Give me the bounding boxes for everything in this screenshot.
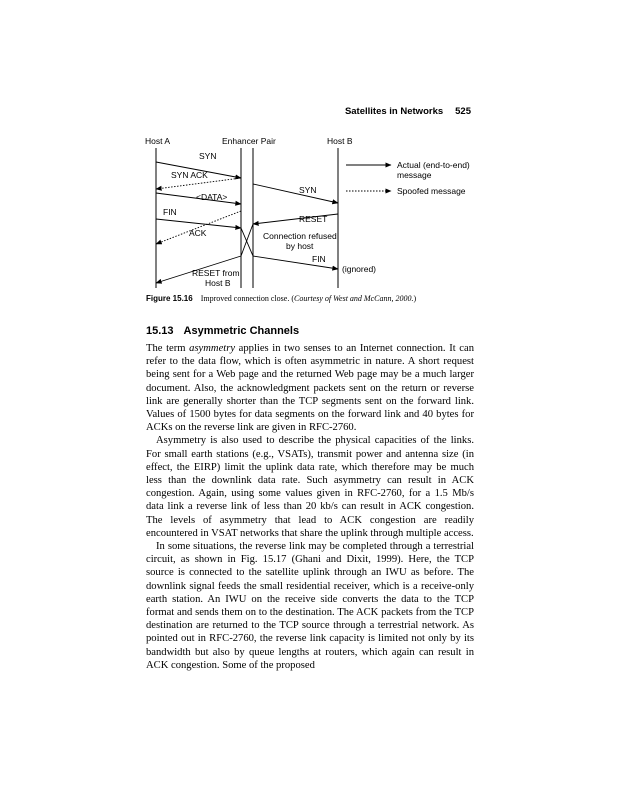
body-text: [146, 342, 474, 672]
paragraph-1-term: asymmetry: [189, 343, 236, 354]
paragraph-1: [146, 342, 474, 434]
page-number: 525: [455, 106, 471, 117]
section-title: Asymmetric Channels: [183, 325, 300, 337]
running-head-title: Satellites in Networks: [344, 106, 444, 117]
msg-ack-label: ACK: [189, 228, 207, 238]
ignored-label: (ignored): [342, 264, 377, 274]
msg-syn-forward-label: SYN: [299, 185, 317, 195]
paragraph-2: Asymmetry is also used to describe the physical capacities of the links. For small earth stations (e.g., VSATs), transmit power and antenna size (in effect, the EIRP) limit the uplink data rate, which therefore may be much less than the downlink data rate. Such asymmetry can result in ACK congestion. Again, using some values given in RFC-2760, for a 1.5 Mb/s data link a reverse link of less than 20 kb/s can result in ACK congestion. The levels of asymmetry that lead to ACK congestion are readily encountered in VSAT networks that share the uplink through multiple access.: [146, 435, 474, 539]
refused-label-line1: Connection refused: [263, 231, 337, 241]
paragraph-1-start: The term: [146, 343, 190, 354]
legend-spoofed-label: Spoofed message: [397, 186, 466, 196]
msg-reset-label: RESET: [299, 214, 328, 224]
paragraph-1-rest: applies in two senses to an Internet connection. It can refer to the data flow, which is often asymmetric in nature. A short request being sent for a Web page and the returned Web page may be a much larger document. Also, the acknowledgment packets sent on the return or reverse link are generally shorter than the TCP segments sent on the forward link. Values of 1500 bytes for data segments on the forward link and 40 bytes for ACKs on the reverse link are given in RFC-2760.: [146, 343, 474, 434]
refused-label-line2: by host: [286, 241, 314, 251]
section-number: 15.13: [146, 325, 174, 337]
msg-syn-ack-label: SYN ACK: [171, 170, 208, 180]
msg-syn-label: SYN: [199, 151, 217, 161]
legend-actual-label-line1: Actual (end-to-end): [397, 160, 470, 170]
column-host-a: Host A: [145, 136, 171, 146]
figure-caption-end: ): [413, 294, 417, 303]
msg-syn-forward-arrow: [253, 184, 338, 203]
reset-from-label-line2: Host B: [205, 278, 231, 288]
figure-caption-number: Figure 15.16: [146, 294, 193, 303]
figure-caption-credit: Courtesy of West and McCann, 2000.: [294, 294, 414, 303]
column-enhancer-pair: Enhancer Pair: [222, 136, 276, 146]
reset-from-label-line1: RESET from: [192, 268, 240, 278]
section-heading: [146, 325, 299, 337]
paragraph-3: In some situations, the reverse link may be completed through a terrestrial circuit, as shown in Fig. 15.17 (Ghani and Dixit, 1999). Here, the TCP source is connected to the satellite uplink through an IWU as before. The downlink signal feeds the small residential receiver, which is a receive-only earth station. An IWU on the receive side converts the data to the TCP format and sends them on to the destination. The ACK packets from the TCP destination are returned to the TCP source through a terrestrial network. As pointed out in RFC-2760, the reverse link capacity is limited not only by its bandwidth but also by queue lengths at routers, which again can result in ACK congestion. Some of the proposed: [146, 541, 474, 671]
column-host-b: Host B: [327, 136, 353, 146]
msg-data-label: <DATA>: [196, 192, 228, 202]
msg-fin-arrow: [156, 219, 241, 228]
msg-fin-forward-label: FIN: [312, 254, 326, 264]
legend-actual-label-line2: message: [397, 170, 432, 180]
figure-caption-text: Improved connection close. (: [200, 294, 294, 303]
msg-fin-label: FIN: [163, 207, 177, 217]
figure-caption: [146, 294, 476, 303]
